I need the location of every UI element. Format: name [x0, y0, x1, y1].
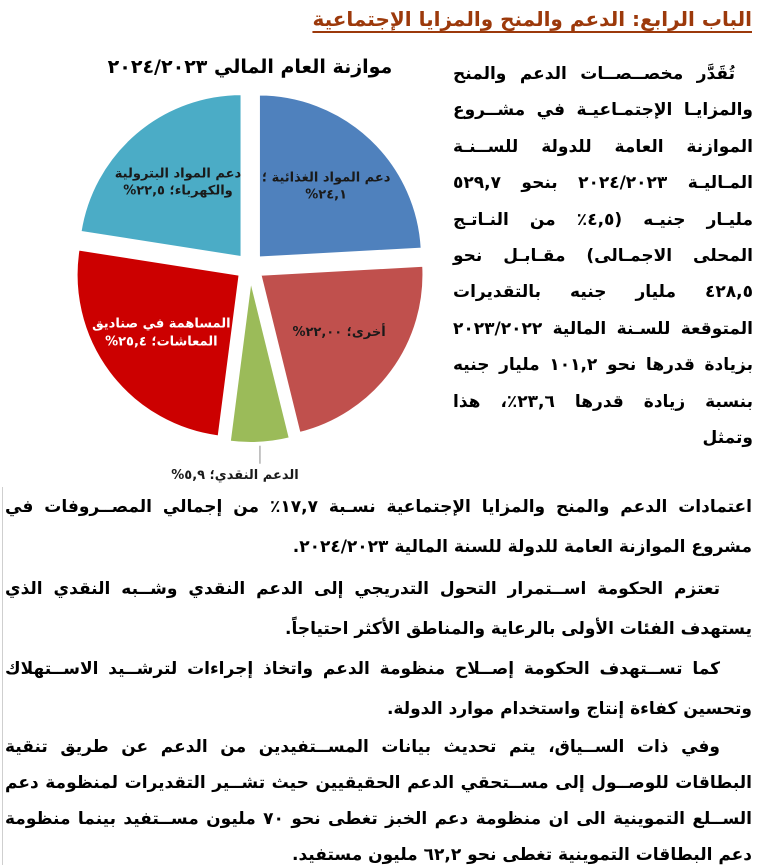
paragraph-cash-transition: تعتزم الحكومة اســتمرار التحول التدريجي إلى الدعم النقدي وشــبه النقدي الذي يستهدف الفئات الأولى بالرعاية والمناطق الأكثر احتياجاً.	[5, 579, 752, 639]
paragraph-subsidy-reform: كما تســتهدف الحكومة إصــلاح منظومة الدعم واتخاذ إجراءات لترشــيد الاســتهلاك وتحسين كفاءة إنتاج واستخدام موارد الدولة.	[5, 659, 752, 719]
pie-slice-label-4: دعم المواد البترولية والكهرباء؛ ٢٢,٥%	[114, 166, 242, 199]
pie-slice-label-0: دعم المواد الغذائية ؛ ٢٤,١%	[261, 169, 391, 203]
intro-paragraph-column: تُقَدَّر مخصــصــات الدعم والمنح والمزايـا الإجتمـاعيـة في مشــروع الموازنة العامة للدولة للســنـة المـاليـة ٢٠٢٤/٢٠٢٣ بنحو ٥٢٩,٧ مليـار جنيـه (٤,٥٪ من النـاتـج المحلى الاجمـالى) مقـابـل نحو ٤٢٨,٥ مليار جنيه بالتقديرات المتوقعة للسـنة المالية ٢٠٢٣/٢٠٢٢ بزيادة قدرها نحو ١٠١,٢ مليار جنيه بنسبة زيادة قدرها ٢٣,٦٪، هذا وتمثل	[453, 64, 753, 449]
pie-slice-label-2: الدعم النقدي؛ ٥,٩%	[171, 467, 299, 483]
page-title: الباب الرابع: الدعم والمنح والمزايا الإجتماعية	[312, 7, 752, 31]
pie-slice-label-1: أخرى؛ ٢٢,٠٠%	[292, 325, 386, 341]
pie-svg	[0, 90, 460, 498]
paragraph-beneficiary-data: وفي ذات الســياق، يتم تحديث بيانات المســتفيدين من الدعم عن طريق تنقية البطاقات للوصــول إلى مســتحقي الدعم الحقيقيين حيث تشــير التقديرات لمنظومة دعم الســلع التموينية الى ان منظومة دعم الخبز تغطى نحو ٧٠ مليون مســتفيد بينما منظومة دعم البطاقات التموينية تغطى نحو ٦٢,٢ مليون مستفيد.	[5, 737, 753, 865]
page-edge-line	[2, 487, 3, 865]
pie-slice-label-3: المساهمة في صناديق المعاشات؛ ٢٥,٤%	[92, 316, 231, 350]
intro-paragraph-continuation: اعتمادات الدعم والمنح والمزايا الإجتماعية نسـبة ١٧,٧٪ من إجمالي المصــروفات في مشروع الموازنة العامة للدولة للسنة المالية ٢٠٢٤/٢٠٢٣.	[5, 497, 752, 557]
pie-slice-1	[260, 266, 423, 433]
chart-title: موازنة العام المالي ٢٠٢٤/٢٠٢٣	[107, 56, 393, 78]
pie-chart	[0, 56, 460, 498]
